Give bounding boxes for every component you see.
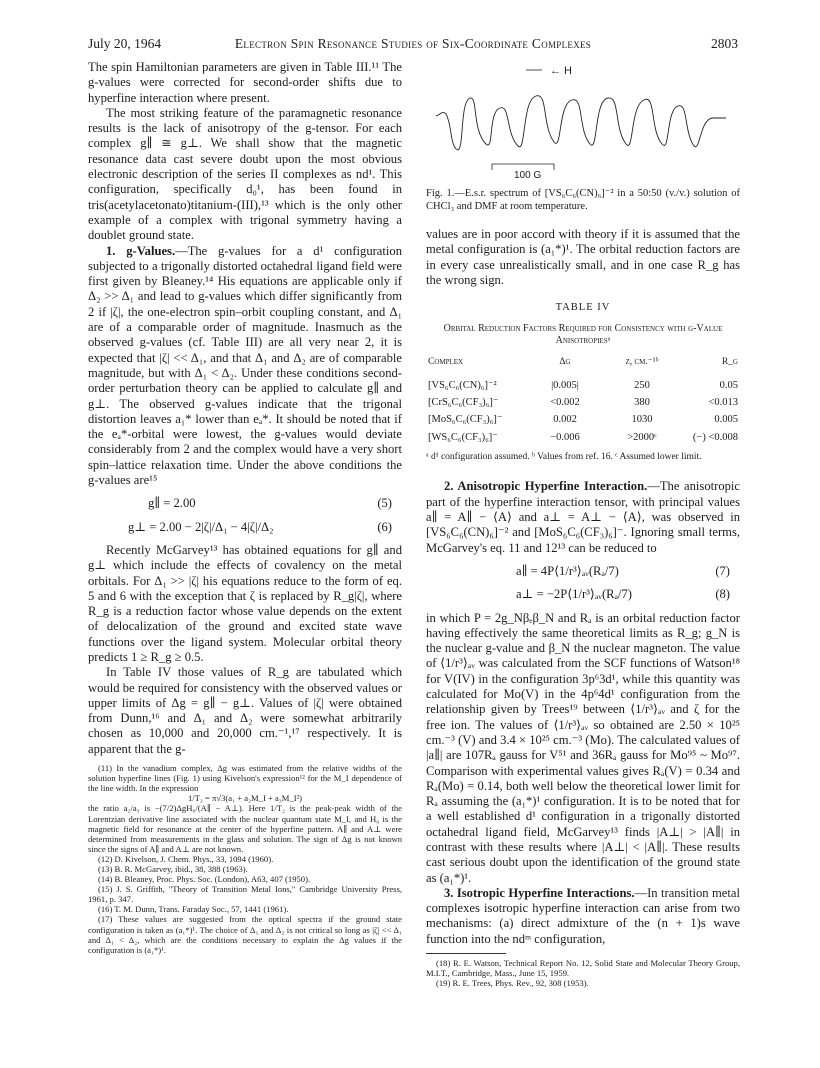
table-cell: 250 xyxy=(634,379,650,391)
equation-text: a⊥ = −2P⟨1/r³⟩ₐᵥ(Rₐ/7) xyxy=(516,587,633,602)
figure-1 xyxy=(426,60,740,182)
column-header: R_g xyxy=(721,357,738,368)
paragraph: The most striking feature of the paramagnetic resonance results is the lack of anisotropy of the g-tensor. For each complex g∥ ≅ g⊥. We shall show that the magnetic resonance data cast severe doubt upon the most obvious electronic description of the series II complexes as nd¹. This configuration, specifically d₀¹, has been found in tris(acetylacetonato)titanium-(III),¹³ which is the only other example of a complex with trigonal symmetry having a doublet ground state. xyxy=(88,105,402,243)
table-cell: [CrS₆C₆(CF₃)₆]⁻ xyxy=(428,397,499,409)
esr-spectrum-plot xyxy=(426,60,740,182)
section-heading: 1. g-Values. xyxy=(106,243,176,258)
table-row xyxy=(426,394,740,411)
table-cell: 0.05 xyxy=(719,379,738,391)
equation-number: (5) xyxy=(377,496,392,511)
table-footnotes: ᵃ d¹ configuration assumed. ᵇ Values from ref. 16. ᶜ Assumed lower limit. xyxy=(426,451,702,462)
column-header: Δg xyxy=(559,357,571,368)
paragraph xyxy=(426,886,740,947)
column-header: Complex xyxy=(428,357,464,368)
left-column xyxy=(88,60,402,955)
table-cell: |0.005| xyxy=(551,379,579,391)
spectrum-trace xyxy=(436,96,726,150)
paragraph: values are in poor accord with theory if it is assumed that the metal configuration is (a₁*)¹. The orbital reduction factors are in every case unrealistically small, and in one case R_g has the wrong sign. xyxy=(426,227,740,287)
equation-text: a∥ = 4P⟨1/r³⟩ₐᵥ(Rₐ/7) xyxy=(516,563,619,578)
table-cell: 1030 xyxy=(631,414,653,426)
footnotes xyxy=(426,958,740,988)
footnote-12: (12) D. Kivelson, J. Chem. Phys., 33, 1094 (1960). xyxy=(98,853,274,864)
footnote-14: (14) B. Bleaney, Proc. Phys. Soc. (London), A63, 407 (1950). xyxy=(98,874,311,885)
paragraph: Recently McGarvey¹³ has obtained equations for g∥ and g⊥ which include the effects of covalency on the metal orbitals. For Δ₁ >> |ζ| his equations reduce to the form of eq. 5 and 6 with the exception that ζ is replaced by R_g|ζ|, where R_g is a reduction factor whose value depends on the extent of delocalization of the ground and excited state wave functions over the ligand system. Molecular orbital theory predicts 1 ≥ R_g ≥ 0.5. xyxy=(88,542,402,664)
footnote-equation: 1/T₂ = π√3(a₁ + a₂M_I + a₃M_I²) xyxy=(187,793,303,804)
table-title: TABLE IV xyxy=(555,302,611,314)
footnote-15: (15) J. S. Griffith, "Theory of Transition Metal Ions," Cambridge University Press, 1961, p. 347. xyxy=(88,884,402,905)
equation-text: g⊥ = 2.00 − 2|ζ|/Δ₁ − 4|ζ|/Δ₂ xyxy=(128,519,274,534)
table-row xyxy=(426,377,740,394)
footnote-divider xyxy=(426,953,506,954)
section-heading: 3. Isotropic Hyperfine Interactions. xyxy=(444,885,635,900)
footnote-11: (11) In the vanadium complex, Δg was estimated from the relative widths of the solution hyperfine lines (Fig. 1) using Kivelson's expression¹² for the M_I dependence of the line width. In the expression xyxy=(88,763,402,794)
footnote-16: (16) T. M. Dunn, Trans. Faraday Soc., 57, 1441 (1961). xyxy=(98,904,289,915)
table-header-row xyxy=(426,351,740,376)
equation-5 xyxy=(88,496,402,511)
paragraph-text: —The anisotropic part of the hyperfine interaction tensor, with principal values a∥ = A∥ − ⟨A⟩ and a⊥ = A⊥ − ⟨A⟩, was observed in [VS₆C₆(CN)₆]⁻² and [MoS₆C₆(CF₃)₆]⁻. Ignoring small terms, McGarvey's eq. 11 and 12¹³ can be reduced to xyxy=(426,479,741,555)
header-date: July 20, 1964 xyxy=(88,36,162,51)
paragraph: in which P = 2g_Nβₑβ_N and Rₐ is an orbital reduction factor having effectively the same theoretical limits as R_g; g_N is the nuclear g-value and β_N the nuclear magneton. The value of ⟨1/r³⟩ₐᵥ was calculated from the SCF functions of Watson¹⁸ for V(IV) in the configuration 3p⁶3d¹, while this quantity was calculated for Mo(V) in the 4p⁶4d¹ configuration from the relationship given by Trees¹⁹ between ⟨1/r³⟩ₐᵥ and ζ for the free ion. The values of ⟨1/r³⟩ₐᵥ so obtained are 2.50 × 10²⁵ cm.⁻³ (V) and 3.4 × 10²⁵ cm.⁻³ (Mo). The calculated values of |a∥| are 107Rₐ gauss for V⁵¹ and 36Rₐ gauss for Mo⁹⁵ ~ Mo⁹⁷. Comparison with experimental values gives Rₐ(V) = 0.34 and Rₐ(Mo) = 0.14, both well below the theoretical lower limit for Rₐ assuming the (a₁*)¹ configuration. It is to be noted that for a well established d¹ configuration in a trigonally distorted octahedral ligand field, McGarvey¹³ finds |A⊥| > |A∥| in contrast with these results where |A⊥| < |A∥|. These results cast serious doubt upon the identification of the ground state as (a₁*)¹. xyxy=(426,610,740,885)
footnotes xyxy=(88,763,402,955)
equation-number: (8) xyxy=(715,587,730,602)
page-header xyxy=(88,36,738,52)
footnote-17: (17) These values are suggested from the optical spectra if the ground state configuration is taken as (a₁*)¹. The choice of Δ₁ and Δ₂ is not critical so long as |ζ| << Δ₁ and Δ₁ < Δ₂, which are the conditions necessary to explain the Δg values if the configuration is (a₁*)¹. xyxy=(88,914,402,955)
paragraph xyxy=(426,479,740,555)
header-title: Electron Spin Resonance Studies of Six-Coordinate Complexes xyxy=(234,36,592,51)
field-direction-label: ← H xyxy=(550,65,572,77)
equation-text: g∥ = 2.00 xyxy=(148,496,196,511)
table-caption: Orbital Reduction Factors Required for Consistency with g-Value Anisotropiesᵃ xyxy=(443,323,723,347)
paragraph xyxy=(88,244,402,489)
figure-caption: Fig. 1.—E.s.r. spectrum of [VS₆C₆(CN)₆]⁻² in a 50:50 (v./v.) solution of CHCl₃ and DMF at room temperature. xyxy=(426,188,740,212)
table-cell: [WS₆C₆(CF₃)₆]⁻ xyxy=(428,431,498,443)
footnote-11-continued: the ratio a₂/a₃ is −(7/2)ΔgH₀/(A∥ − A⊥). Here 1/T₂ is the peak-peak width of the Lorentzian derivative line associated with the nuclear quantum state M_I, and H₀ is the magnetic field for resonance at the center of the hyperfine pattern. A∥ and A⊥ were determined from measurements in the glass and solution. The sign of Δg is not known since the signs of A∥ and A⊥ are not known. xyxy=(88,803,402,854)
right-column xyxy=(426,60,740,988)
table-cell: [VS₆C₆(CN)₆]⁻² xyxy=(428,379,497,391)
column-header: ζ, cm.⁻¹ᵇ xyxy=(625,357,659,368)
equation-8 xyxy=(426,587,740,602)
footnote-19: (19) R. E. Trees, Phys. Rev., 92, 308 (1953). xyxy=(436,978,589,989)
scale-label: 100 G xyxy=(514,170,542,181)
table-cell: 0.005 xyxy=(714,414,738,426)
section-heading: 2. Anisotropic Hyperfine Interaction. xyxy=(444,479,648,494)
paragraph: The spin Hamiltonian parameters are given in Table III.¹¹ The g-values were corrected for second-order shifts due to hyperfine interaction where present. xyxy=(88,60,402,105)
table-cell: <0.013 xyxy=(708,397,738,409)
table-iv xyxy=(426,351,740,445)
equation-7 xyxy=(426,564,740,579)
table-cell: 380 xyxy=(634,397,650,409)
table-cell: −0.006 xyxy=(550,431,580,443)
equation-number: (6) xyxy=(377,519,392,534)
paragraph: In Table IV those values of R_g are tabulated which would be required for consistency with the observed values or upper limits of Δg = g∥ − g⊥. Values of |ζ| were obtained from Dunn,¹⁶ and Δ₁ and Δ₂ were somewhat arbitrarily chosen as 10,000 and 20,000 cm.⁻¹,¹⁷ respectively. It is apparent that the g- xyxy=(88,665,402,756)
table-cell: 0.002 xyxy=(553,414,577,426)
equation-number: (7) xyxy=(715,563,730,578)
equation-6 xyxy=(88,520,402,535)
table-row xyxy=(426,429,740,446)
table-cell: [MoS₆C₆(CF₃)₆]⁻ xyxy=(428,414,503,426)
table-cell: <0.002 xyxy=(550,397,580,409)
table-cell: (−) <0.008 xyxy=(692,431,738,443)
footnote-18: (18) R. E. Watson, Technical Report No. 12, Solid State and Molecular Theory Group, M.I.T., Cambridge, Mass., June 15, 1959. xyxy=(426,958,740,979)
paragraph-text: —In transition metal complexes isotropic hyperfine interaction can arise from two mechanisms: (a) direct admixture of the (n + 1)s wave function into the ndᵐ configuration, xyxy=(426,885,740,946)
header-page-number: 2803 xyxy=(711,36,738,51)
table-cell: >2000ᶜ xyxy=(627,431,657,443)
table-row xyxy=(426,411,740,428)
paragraph-text: —The g-values for a d¹ configuration subjected to a trigonally distorted octahedral ligand field were first given by Bleaney.¹⁴ His equations are applicable only if Δ₂ >> Δ₁ and lead to g-values which differ significantly from 2 if |ζ|, the one-electron spin–orbit coupling constant, and Δ₁ are of a comparable order of magnitude. Inasmuch as the observed g-values (cf. Table III) are all very near 2, it is expected that |ζ| << Δ₁, and that Δ₁ and Δ₂ are of comparable magnitude, but with Δ₁ < Δ₂. Under these conditions second-order perturbation theory can be applied to calculate g∥ and g⊥. The observed g-values indicate that the trigonal distortion leaves a₁* lower than eₐ*. It should be noted that if the eₐ*-orbital were lowest, the g-values would deviate considerably from 2 and the complex would have a very short spin–lattice relaxation time. Under the above conditions the g-values are¹⁵ xyxy=(88,243,402,488)
footnote-13: (13) B. R. McGarvey, ibid., 38, 388 (1963). xyxy=(98,864,248,874)
